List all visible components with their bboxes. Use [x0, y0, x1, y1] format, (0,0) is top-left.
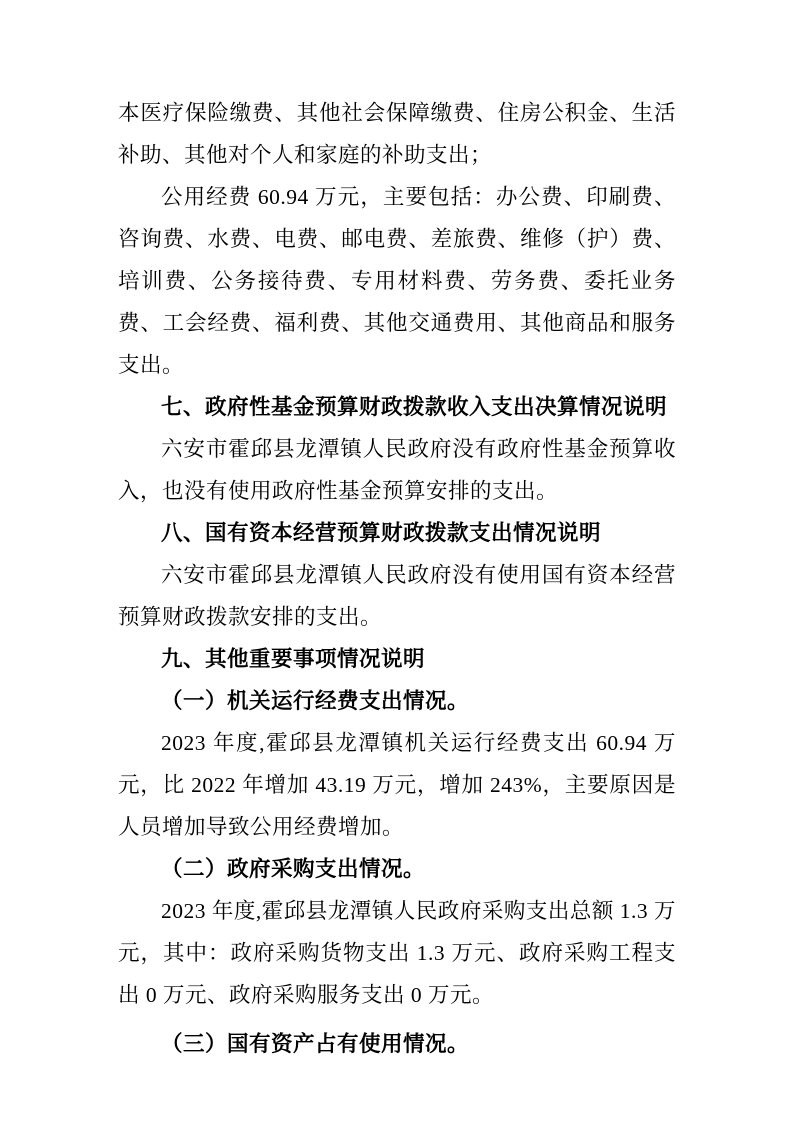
section-heading-7: 七、政府性基金预算财政拨款收入支出决算情况说明 [161, 395, 668, 419]
document-content [118, 92, 676, 1065]
body-paragraph-operating-funds: 2023 年度,霍邱县龙潭镇机关运行经费支出 60.94 万元，比 2022 年增加 43.19 万元，增加 243%，主要原因是人员增加导致公用经费增加。 [118, 731, 676, 839]
body-paragraph-state-capital: 六安市霍邱县龙潭镇人民政府没有使用国有资本经营预算财政拨款安排的支出。 [118, 563, 676, 629]
section-heading-9: 九、其他重要事项情况说明 [161, 647, 426, 671]
body-paragraph-gov-fund-budget: 六安市霍邱县龙潭镇人民政府没有政府性基金预算收入，也没有使用政府性基金预算安排的支出。 [118, 437, 676, 503]
body-paragraph-continuation: 本医疗保险缴费、其他社会保障缴费、住房公积金、生活补助、其他对个人和家庭的补助支出； [118, 101, 676, 167]
subsection-heading-2-procurement: （二）政府采购支出情况。 [161, 857, 426, 881]
subsection-heading-3-state-assets: （三）国有资产占有使用情况。 [161, 1032, 470, 1056]
section-heading-8: 八、国有资本经营预算财政拨款支出情况说明 [161, 521, 602, 545]
subsection-heading-1-operating-funds: （一）机关运行经费支出情况。 [161, 689, 470, 713]
body-paragraph-public-funds: 公用经费 60.94 万元，主要包括：办公费、印刷费、咨询费、水费、电费、邮电费、差旅费、维修（护）费、培训费、公务接待费、专用材料费、劳务费、委托业务费、工会经费、福利费、其他交通费用、其他商品和服务支出。 [118, 185, 676, 377]
body-paragraph-procurement: 2023 年度,霍邱县龙潭镇人民政府采购支出总额 1.3 万元，其中：政府采购货物支出 1.3 万元、政府采购工程支出 0 万元、政府采购服务支出 0 万元。 [118, 899, 676, 1007]
